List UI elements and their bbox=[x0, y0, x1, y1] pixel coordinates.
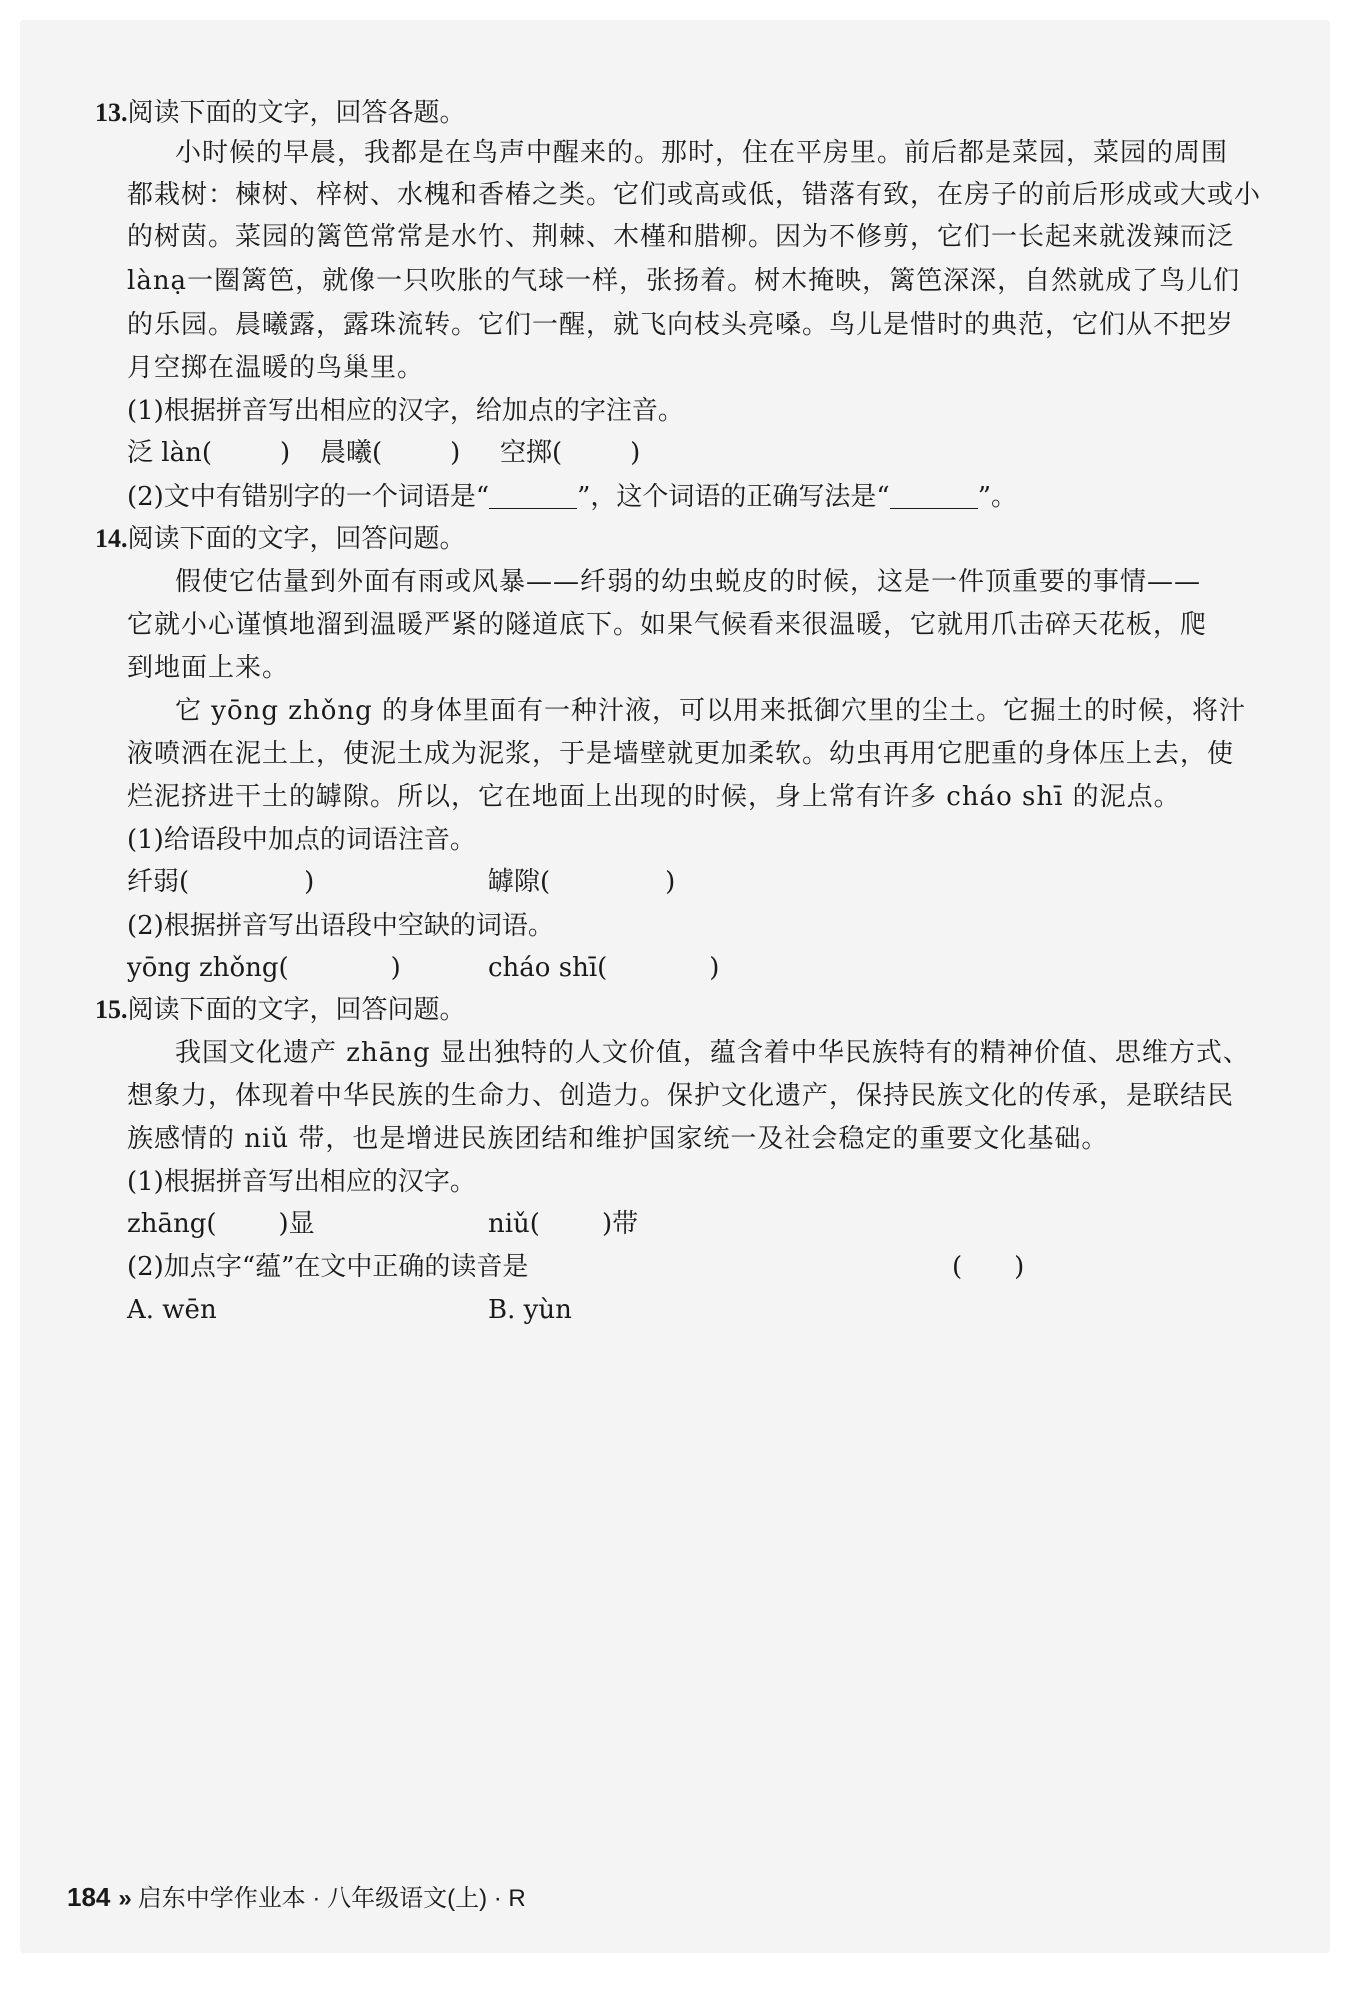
q13-sub2-part-c: ”。 bbox=[977, 482, 1018, 512]
q13-passage-line-2: 都栽树：楝树、梓树、水槐和香椿之类。它们或高或低，错落有致，在房子的前后形成或大或小 bbox=[127, 180, 1262, 210]
q13-answer-row-1 bbox=[127, 433, 290, 473]
q14-sub1: (1)给语段中加点的词语注音。 bbox=[127, 825, 476, 855]
q14-passage-line-6: 烂泥挤进干土的罅隙。所以，它在地面上出现的时候，身上常有许多 cháo shī 的泥点。 bbox=[127, 782, 1181, 812]
q14-item-xianruo-close: ) bbox=[304, 867, 315, 897]
q14-item-yongzhong-close: ) bbox=[390, 953, 401, 983]
q15-answer-row-1b bbox=[488, 1204, 638, 1244]
q14-passage-line-3: 到地面上来。 bbox=[127, 653, 290, 683]
q13-answer-row-3 bbox=[500, 433, 640, 473]
q13-heading bbox=[95, 93, 466, 133]
q15-answer-paren[interactable]: ( ) bbox=[952, 1252, 1025, 1282]
q13-item-chenxi-close: ) bbox=[450, 438, 461, 468]
q15-prompt: 阅读下面的文字，回答问题。 bbox=[127, 995, 466, 1025]
q13-correct-word-blank[interactable] bbox=[890, 480, 978, 509]
q14-passage-line-4: 它 yōng zhǒng 的身体里面有一种汁液，可以用来抵御穴里的尘土。它掘土的时候，将汁 bbox=[175, 696, 1247, 726]
q14-prompt: 阅读下面的文字，回答问题。 bbox=[127, 524, 466, 554]
q13-passage-line-5: 的乐园。晨曦露，露珠流转。它们一醒，就飞向枝头亮嗓。鸟儿是惜时的典范，它们从不把岁 bbox=[127, 310, 1235, 340]
q15-answer-row-1a bbox=[127, 1204, 315, 1244]
q14-passage-line-1: 假使它估量到外面有雨或风暴——纤弱的幼虫蜕皮的时候，这是一件顶重要的事情—— bbox=[175, 567, 1202, 597]
q15-item-zhang-close: )显 bbox=[278, 1209, 315, 1239]
q14-item-xiaxi-close: ) bbox=[665, 867, 676, 897]
q15-passage-line-2: 想象力，体现着中华民族的生命力、创造力。保护文化遗产，保持民族文化的传承，是联结民 bbox=[127, 1081, 1235, 1111]
q15-item-zhang-label: zhāng( bbox=[127, 1209, 217, 1239]
q13-sub2-part-a: (2)文中有错别字的一个词语是“ bbox=[127, 482, 490, 512]
q15-heading bbox=[95, 990, 466, 1030]
q15-item-niu-label: niǔ( bbox=[488, 1209, 540, 1239]
q13-passage-line-1: 小时候的早晨，我都是在鸟声中醒来的。那时，住在平房里。前后都是菜园，菜园的周围 bbox=[175, 138, 1229, 168]
q13-sub2 bbox=[127, 477, 1017, 517]
q13-prompt: 阅读下面的文字，回答各题。 bbox=[127, 98, 466, 128]
q14-item-xiaxi-label: 罅隙( bbox=[488, 867, 551, 897]
q13-item-chenxi-label: 晨曦( bbox=[320, 438, 383, 468]
q14-item-yongzhong-label: yōng zhǒng( bbox=[127, 953, 289, 983]
q14-number: 14. bbox=[95, 524, 128, 553]
q13-item-fanlan-close: ) bbox=[279, 438, 291, 468]
q15-sub1: (1)根据拼音写出相应的汉字。 bbox=[127, 1167, 476, 1197]
q13-wrong-word-blank[interactable] bbox=[489, 480, 577, 509]
q14-answer-row-2a bbox=[127, 948, 401, 988]
q13-passage-line-6: 月空掷在温暖的鸟巢里。 bbox=[127, 353, 425, 383]
q14-heading bbox=[95, 519, 466, 559]
q13-sub1: (1)根据拼音写出相应的汉字，给加点的字注音。 bbox=[127, 396, 684, 426]
q15-passage-line-1: 我国文化遗产 zhāng 显出独特的人文价值，蕴含着中华民族特有的精神价值、思维方式、 bbox=[175, 1038, 1250, 1068]
workbook-page bbox=[20, 20, 1330, 1953]
q14-item-chaoshi-label: cháo shī( bbox=[488, 953, 608, 983]
page-footer bbox=[67, 1878, 526, 1913]
q15-option-b[interactable]: B. yùn bbox=[488, 1295, 572, 1325]
q13-passage-line-4-text: lànạ一圈篱笆，就像一只吹胀的气球一样，张扬着。树木掩映，篱笆深深，自然就成了鸟儿们 bbox=[127, 266, 1241, 296]
q13-item-kongzhi-label: 空掷( bbox=[500, 438, 563, 468]
page-number: 184 bbox=[67, 1882, 111, 1912]
q14-answer-row-1b bbox=[488, 862, 675, 902]
q13-sub2-part-b: ”，这个词语的正确写法是“ bbox=[577, 482, 890, 512]
q14-answer-row-2b bbox=[488, 948, 719, 988]
double-chevron-icon: » bbox=[118, 1885, 132, 1912]
q14-passage-line-5: 液喷洒在泥土上，使泥土成为泥浆，于是墙壁就更加柔软。幼虫再用它肥重的身体压上去，使 bbox=[127, 739, 1235, 769]
q13-item-kongzhi-close: ) bbox=[630, 438, 641, 468]
q15-option-a[interactable]: A. wēn bbox=[127, 1295, 217, 1325]
q13-passage-line-4 bbox=[127, 261, 1240, 301]
q13-answer-row-2 bbox=[320, 433, 460, 473]
q14-passage-line-2: 它就小心谨慎地溜到温暖严紧的隧道底下。如果气候看来很温暖，它就用爪击碎天花板，爬 bbox=[127, 610, 1208, 640]
q15-sub2: (2)加点字“蕴”在文中正确的读音是 bbox=[127, 1252, 529, 1282]
q13-item-fanlan-label: 泛 làn( bbox=[127, 438, 212, 468]
q14-item-xianruo-label: 纤弱( bbox=[127, 867, 190, 897]
q14-item-chaoshi-close: ) bbox=[709, 953, 720, 983]
q13-number: 13. bbox=[95, 98, 128, 127]
q13-passage-line-3: 的树茵。菜园的篱笆常常是水竹、荆棘、木槿和腊柳。因为不修剪，它们一长起来就泼辣而泛 bbox=[127, 222, 1235, 252]
q15-passage-line-3: 族感情的 niǔ 带，也是增进民族团结和维护国家统一及社会稳定的重要文化基础。 bbox=[127, 1124, 1109, 1154]
q15-number: 15. bbox=[95, 995, 128, 1024]
q14-answer-row-1a bbox=[127, 862, 314, 902]
q15-item-niu-close: )带 bbox=[601, 1209, 639, 1239]
book-title: 启东中学作业本 · 八年级语文(上) · R bbox=[137, 1885, 526, 1912]
q14-sub2: (2)根据拼音写出语段中空缺的词语。 bbox=[127, 911, 554, 941]
